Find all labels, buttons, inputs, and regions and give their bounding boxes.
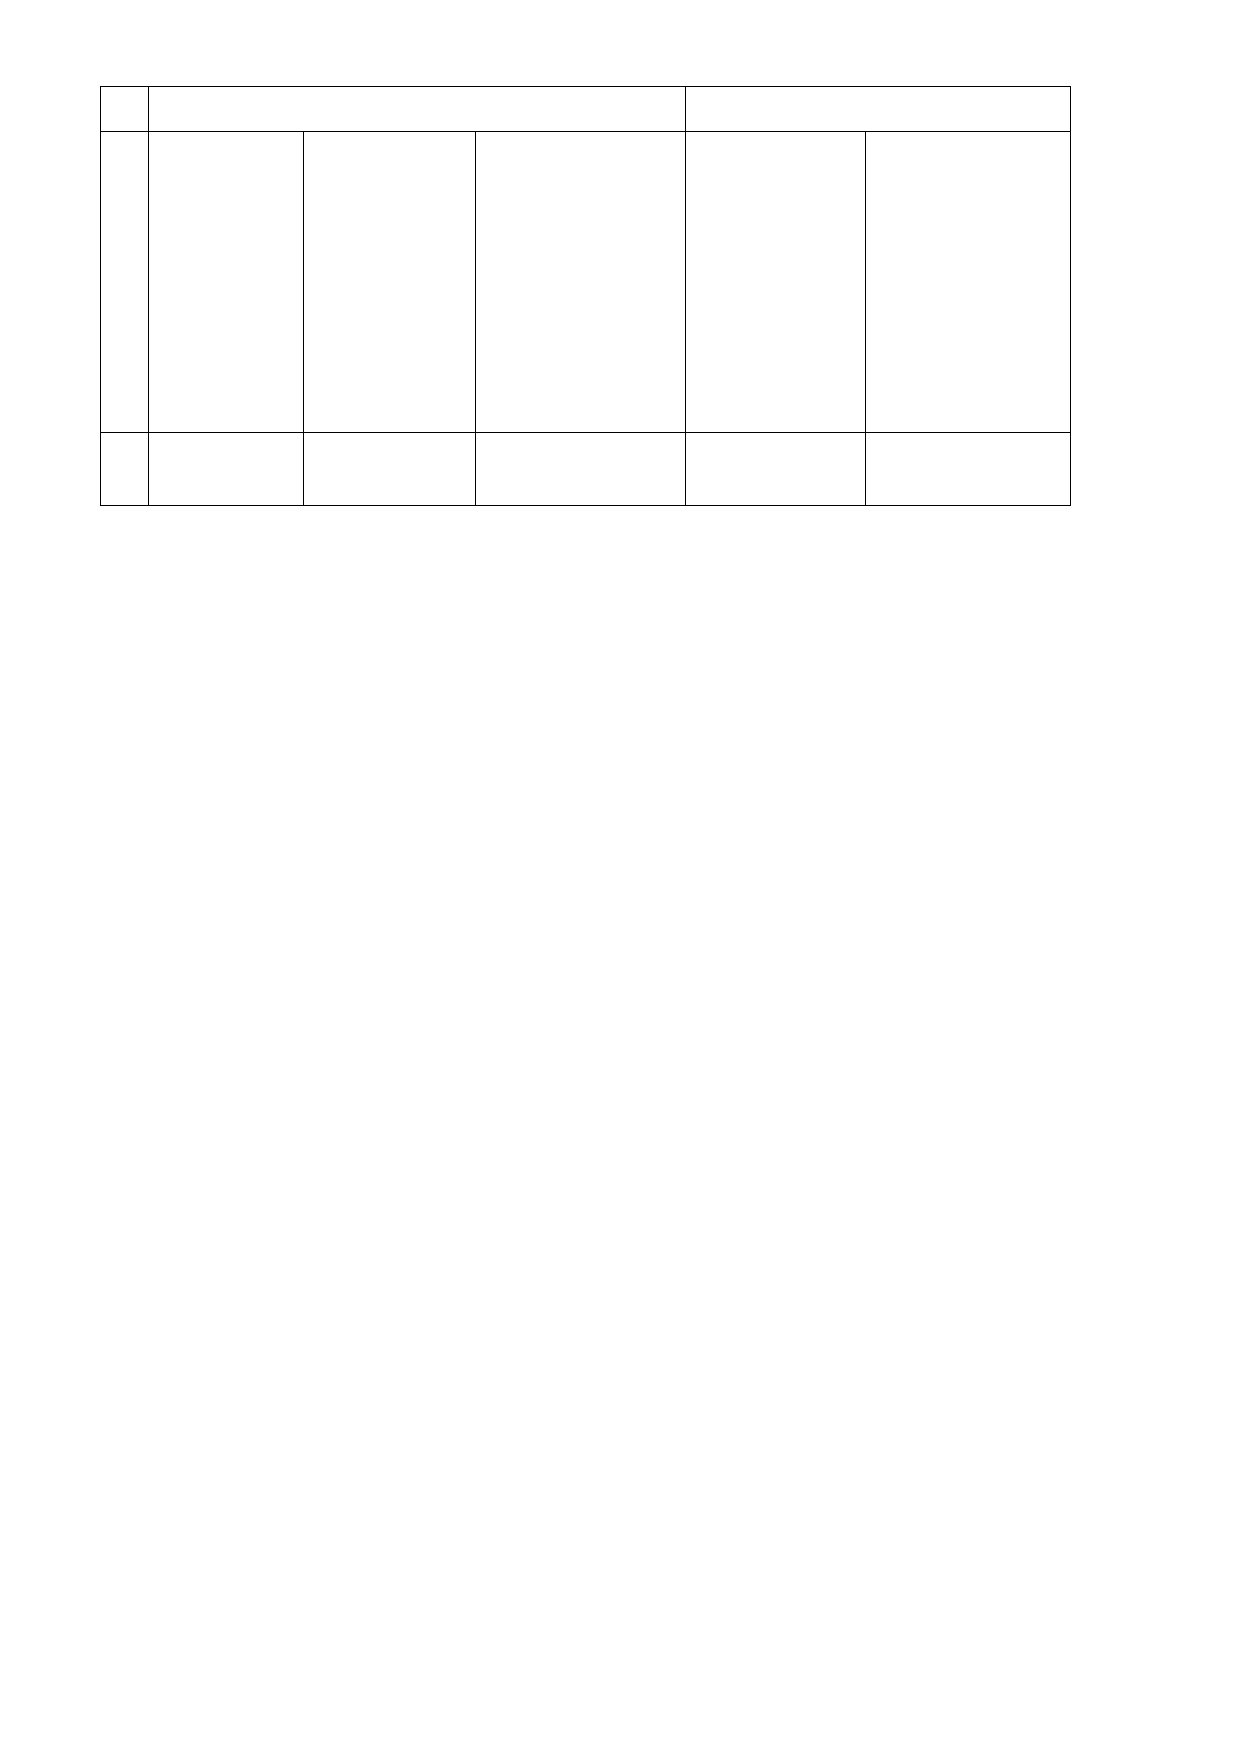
table-corner-cell (101, 87, 149, 132)
relation-cell-4 (686, 433, 866, 506)
relation-cell-5 (866, 433, 1071, 506)
figure-cell-3 (476, 132, 686, 433)
row-label-figure (101, 132, 149, 433)
table-figure-row (101, 132, 1071, 433)
page-footer (100, 536, 1146, 568)
header-a-obtuse (686, 87, 1071, 132)
figure-cell-4 (686, 132, 866, 433)
table-relation-row (101, 433, 1071, 506)
solution-count-table (100, 86, 1071, 506)
figure-cell-5 (866, 132, 1071, 433)
figure-cell-2 (304, 132, 476, 433)
relation-cell-2 (304, 433, 476, 506)
table-header-row (101, 87, 1071, 132)
relation-cell-1 (149, 433, 304, 506)
header-a-acute (149, 87, 686, 132)
relation-cell-3 (476, 433, 686, 506)
row-label-relation (101, 433, 149, 506)
figure-cell-1 (149, 132, 304, 433)
